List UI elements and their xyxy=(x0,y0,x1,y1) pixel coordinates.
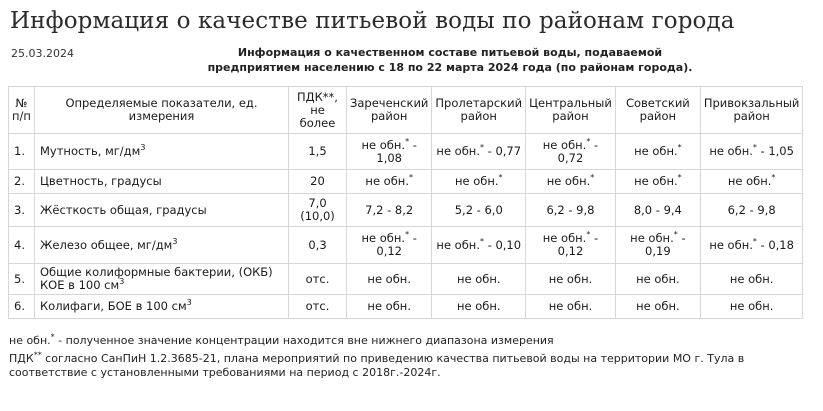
table-row xyxy=(9,170,803,194)
footnote-pdk: ПДК** согласно СанПиН 1.2.3685-21, плана мероприятий по приведению качества питьевой воды на территории МО г. Тула в соответствие с установленными требованиями на период с 2018г.-2024г. xyxy=(9,350,745,379)
cell-value-d5-text: не обн.* - 0,18 xyxy=(709,236,794,252)
cell-value-d3 xyxy=(526,170,616,194)
cell-value-d5 xyxy=(700,170,803,194)
cell-pdk xyxy=(289,295,347,319)
cell-pdk-text: отс. xyxy=(305,299,330,313)
cell-num-text: 6. xyxy=(14,299,25,313)
water-quality-table xyxy=(8,86,803,319)
subtitle-line-1: Информация о качественном составе питьевой воды, подаваемой xyxy=(237,46,663,59)
cell-value-d2 xyxy=(432,134,526,170)
cell-value-d4 xyxy=(615,194,700,227)
cell-num xyxy=(9,264,35,295)
cell-value-d5-text: не обн. xyxy=(729,271,774,286)
table-row xyxy=(9,134,803,170)
header-district-proletarsky: Пролетарский район xyxy=(432,87,526,134)
footnote-1-term: не обн. xyxy=(9,334,51,347)
cell-indicator-superscript: 3 xyxy=(172,236,178,246)
cell-value-d3-text: не обн.* - 0,12 xyxy=(542,230,599,258)
cell-value-d4 xyxy=(615,134,700,170)
table-subtitle xyxy=(160,45,740,75)
cell-indicator xyxy=(35,134,289,170)
publish-date: 25.03.2024 xyxy=(11,47,74,60)
footnote-2-text: согласно СанПиН 1.2.3685-21, плана мероприятий по приведению качества питьевой воды на территории МО г. Тула в соответствие с установленными требованиями на период с 2018г.-2024г. xyxy=(9,352,745,379)
cell-value-d3-text: не обн.* xyxy=(546,173,595,188)
cell-indicator-text: Железо общее, мг/дм xyxy=(40,237,173,252)
cell-value-d3-text: 6,2 - 9,8 xyxy=(546,202,595,217)
cell-value-d5 xyxy=(700,295,803,319)
cell-num-text: 3. xyxy=(14,202,25,217)
cell-value-d5 xyxy=(700,134,803,170)
cell-value-d1-text: не обн. xyxy=(367,271,411,286)
cell-num-text: 4. xyxy=(14,237,25,252)
cell-value-d1 xyxy=(347,295,432,319)
cell-value-d5-text: не обн.* - 1,05 xyxy=(709,143,794,158)
header-indicator: Определяемые показатели, ед. измерения xyxy=(35,87,289,134)
cell-num-text: 5. xyxy=(14,271,25,286)
cell-indicator-text: Общие колиформные бактерии, (ОКБ) КОЕ в 100 см xyxy=(40,265,273,292)
cell-value-d4-text: не обн. xyxy=(636,271,680,286)
cell-value-d1 xyxy=(347,227,432,264)
cell-value-d4 xyxy=(615,170,700,194)
subtitle-line-2: предприятием населению с 18 по 22 марта 2024 года (по районам города). xyxy=(207,61,693,74)
footnote-1-text: - полученное значение концентрации находится вне нижнего диапазона измерения xyxy=(54,334,554,347)
cell-value-d2 xyxy=(432,264,526,295)
cell-indicator xyxy=(35,170,289,194)
cell-value-d3-text: не обн. xyxy=(548,299,593,313)
cell-value-d4 xyxy=(615,227,700,264)
header-num: № п/п xyxy=(9,87,35,134)
cell-value-d3-text: не обн. xyxy=(548,271,593,286)
cell-value-d4 xyxy=(615,264,700,295)
header-district-sovetsky: Советский район xyxy=(615,87,700,134)
cell-pdk xyxy=(289,264,347,295)
cell-value-d5-text: не обн.* xyxy=(727,173,776,188)
cell-value-d2-text: не обн. xyxy=(456,271,501,286)
cell-num xyxy=(9,295,35,319)
table-header-row xyxy=(9,87,803,134)
cell-value-d2-text: не обн.* - 0,77 xyxy=(436,143,522,158)
cell-indicator xyxy=(35,194,289,227)
cell-value-d2-text: 5,2 - 6,0 xyxy=(454,202,503,217)
cell-pdk xyxy=(289,134,347,170)
cell-value-d3 xyxy=(526,295,616,319)
footnote-2-term: ПДК xyxy=(9,352,34,365)
cell-num xyxy=(9,227,35,264)
cell-indicator xyxy=(35,264,289,295)
cell-indicator-text: Мутность, мг/дм xyxy=(40,144,141,158)
cell-pdk xyxy=(289,194,347,227)
table-row xyxy=(9,227,803,264)
cell-value-d3 xyxy=(526,227,616,264)
header-district-privokzalny: Привокзальный район xyxy=(700,87,803,134)
cell-value-d4-text: не обн.* - 0,19 xyxy=(630,230,686,258)
page-title: Информация о качестве питьевой воды по районам города xyxy=(10,8,735,34)
footnote-not-detected: не обн.* - полученное значение концентрации находится вне нижнего диапазона измерения xyxy=(9,332,554,347)
cell-indicator-text: Цветность, градусы xyxy=(40,174,162,188)
cell-value-d2 xyxy=(432,194,526,227)
cell-value-d4-text: 8,0 - 9,4 xyxy=(633,202,682,217)
cell-indicator xyxy=(35,295,289,319)
cell-value-d3-text: не обн.* - 0,72 xyxy=(542,136,599,165)
cell-pdk-text: 20 xyxy=(310,174,325,188)
cell-indicator-text: Жёсткость общая, градусы xyxy=(40,202,207,217)
cell-value-d1 xyxy=(347,194,432,227)
cell-pdk-text: 0,3 xyxy=(308,237,327,252)
cell-pdk xyxy=(289,170,347,194)
cell-value-d2 xyxy=(432,170,526,194)
cell-indicator xyxy=(35,227,289,264)
cell-value-d2 xyxy=(432,295,526,319)
cell-num-text: 1. xyxy=(14,144,25,158)
cell-value-d2-text: не обн.* - 0,10 xyxy=(436,236,522,252)
cell-value-d1 xyxy=(347,264,432,295)
cell-value-d4 xyxy=(615,295,700,319)
cell-value-d4-text: не обн.* xyxy=(634,173,682,188)
cell-value-d1-text: не обн.* - 0,12 xyxy=(361,230,417,258)
cell-pdk-text: отс. xyxy=(305,271,330,286)
cell-indicator-superscript: 3 xyxy=(140,143,146,153)
cell-indicator-superscript: 3 xyxy=(186,298,192,308)
cell-value-d5 xyxy=(700,227,803,264)
cell-value-d2-text: не обн. xyxy=(456,299,501,313)
header-pdk: ПДК**, не более xyxy=(289,87,347,134)
cell-value-d5 xyxy=(700,264,803,295)
table-row xyxy=(9,295,803,319)
cell-num xyxy=(9,170,35,194)
cell-value-d1-text: 7,2 - 8,2 xyxy=(365,202,414,217)
cell-value-d1-text: не обн.* xyxy=(365,173,413,188)
cell-pdk-text: 1,5 xyxy=(308,144,327,158)
cell-indicator-text: Колифаги, БОЕ в 100 см xyxy=(40,299,187,313)
cell-value-d3 xyxy=(526,264,616,295)
cell-num-text: 2. xyxy=(14,174,25,188)
header-district-zarechensky: Зареченский район xyxy=(347,87,432,134)
cell-value-d3 xyxy=(526,194,616,227)
table-row xyxy=(9,194,803,227)
cell-value-d1-text: не обн. xyxy=(367,299,411,313)
cell-pdk xyxy=(289,227,347,264)
header-district-centralny: Центральный район xyxy=(526,87,616,134)
cell-value-d1-text: не обн.* - 1,08 xyxy=(361,136,417,165)
table-row xyxy=(9,264,803,295)
cell-value-d2 xyxy=(432,227,526,264)
cell-value-d5-text: 6,2 - 9,8 xyxy=(727,202,776,217)
cell-value-d4-text: не обн. xyxy=(636,299,680,313)
cell-value-d5-text: не обн. xyxy=(729,299,774,313)
cell-pdk-text: 7,0 (10,0) xyxy=(300,196,335,223)
cell-value-d1 xyxy=(347,170,432,194)
cell-value-d4-text: не обн.* xyxy=(634,143,682,158)
cell-value-d1 xyxy=(347,134,432,170)
cell-num xyxy=(9,134,35,170)
cell-indicator-superscript: 3 xyxy=(119,277,125,287)
cell-num xyxy=(9,194,35,227)
cell-value-d3 xyxy=(526,134,616,170)
cell-value-d2-text: не обн.* xyxy=(454,173,503,188)
cell-value-d5 xyxy=(700,194,803,227)
